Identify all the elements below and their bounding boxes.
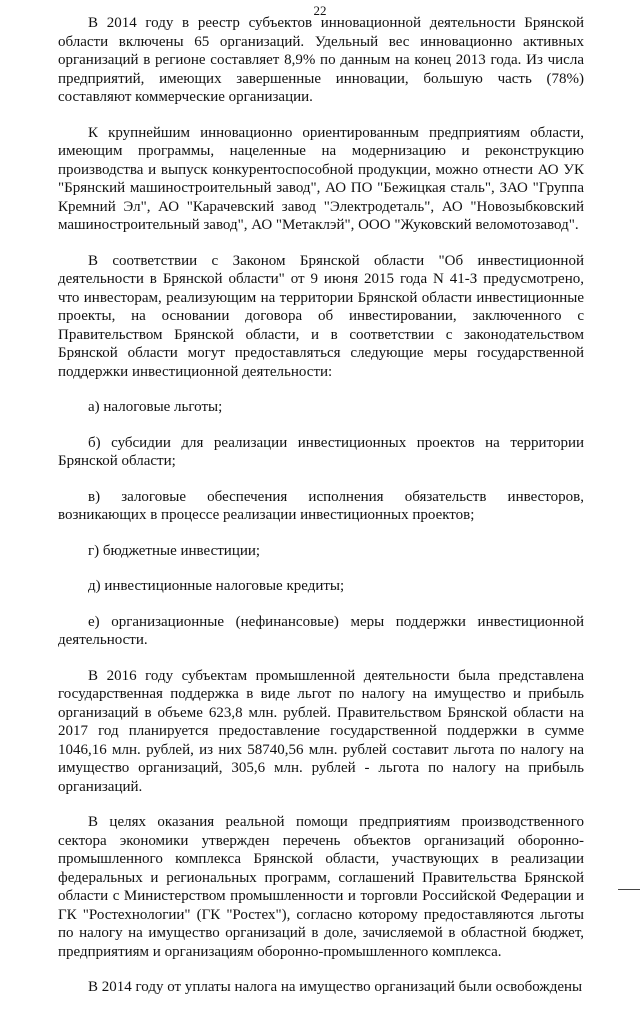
- list-item-subsidies: б) субсидии для реализации инвестиционных проектов на территории Брянской области;: [58, 434, 584, 469]
- paragraph-innovation-registry: В 2014 году в реестр субъектов инновационной деятельности Брянской области включены 65 организаций. Удельный вес инновационно активных организаций в регионе составляет 8,9% по данным на конец 2013 года. Из числа предприятий, имеющих завершенные инновации, большую часть (78%) составляют коммерческие организации.: [58, 15, 584, 105]
- document-body: [58, 14, 584, 1014]
- list-item-collateral: в) залоговые обеспечения исполнения обязательств инвесторов, возникающих в процессе реализации инвестиционных проектов;: [58, 488, 584, 523]
- list-item-organizational-measures: е) организационные (нефинансовые) меры поддержки инвестиционной деятельности.: [58, 613, 584, 648]
- page-number: 22: [313, 3, 327, 18]
- list-item-tax-credits: д) инвестиционные налоговые кредиты;: [88, 578, 345, 594]
- paragraph-defense-industry: В целях оказания реальной помощи предприятиям производственного сектора экономики утвержден перечень объектов организаций оборонно-промышленного комплекса Брянской области, участвующих в реализации федеральных и региональных программ, соглашений Правительства Брянской области с Министерством промышленности и торговли Российской Федерации и ГК "Ростехнологии" (ГК "Ростех"), согласно которому предоставляются льготы по налогу на имущество организаций в доле, зачисляемой в областной бюджет, предприятиям и организациям оборонно-промышленного комплекса.: [58, 814, 584, 960]
- paragraph-investment-law: В соответствии с Законом Брянской области "Об инвестиционной деятельности в Брянской области" от 9 июня 2015 года N 41-З предусмотрено, что инвесторам, реализующим на территории Брянской области инвестиционные проекты, на основании договора об инвестировании, заключенного с Правительством Брянской области, и в соответствии с законодательством Брянской области могут предоставляться следующие меры государственной поддержки инвестиционной деятельности:: [58, 252, 584, 380]
- paragraph-largest-enterprises: К крупнейшим инновационно ориентированным предприятиям области, имеющим программы, нацеленные на модернизацию и реконструкцию производства и выпуск конкурентоспособной продукции, можно отнести АО УК "Брянский машиностроительный завод", АО ПО "Бежицкая сталь", ЗАО "Группа Кремний Эл", АО "Карачевский завод "Электродеталь", АО "Новозыбковский машиностроительный завод", АО "Метаклэй", ООО "Жуковский веломотозавод".: [58, 124, 584, 233]
- page-edge-mark: [618, 889, 640, 890]
- list-item-tax-benefits: а) налоговые льготы;: [88, 399, 223, 415]
- list-item-budget-investments: г) бюджетные инвестиции;: [88, 542, 261, 559]
- paragraph-property-tax-2014: В 2014 году от уплаты налога на имущество организаций были освобождены: [88, 979, 583, 995]
- paragraph-state-support-2016: В 2016 году субъектам промышленной деятельности была представлена государственная поддержка в виде льгот по налогу на имущество и прибыль организаций в объеме 623,8 млн. рублей. Правительством Брянской области на 2017 год планируется предоставление государственной поддержки в сумме 1046,16 млн. рублей, из них 58740,56 млн. рублей составит льгота по налогу на имущество организаций, 305,6 млн. рублей - льгота по налогу на прибыль организаций.: [58, 667, 584, 795]
